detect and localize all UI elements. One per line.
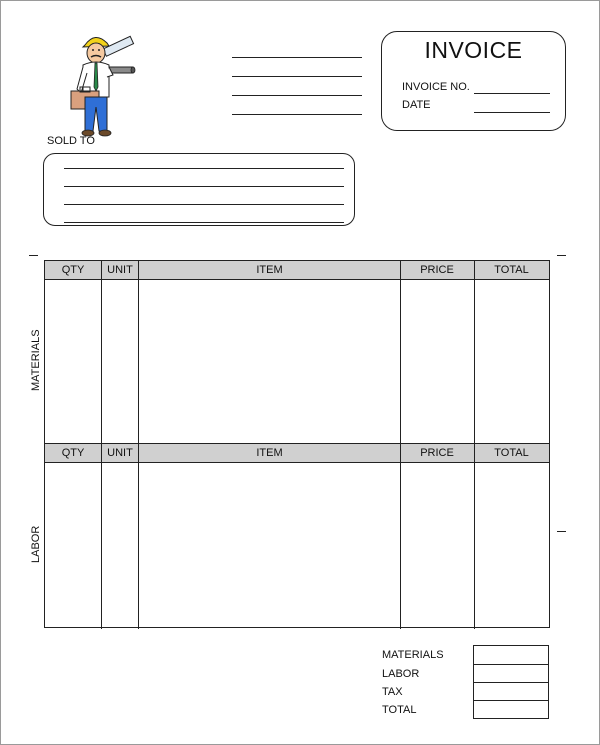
column-header-qty: QTY [61, 264, 85, 276]
address-line[interactable] [232, 95, 362, 96]
sold-to-line[interactable] [64, 186, 344, 187]
column-header-unit: UNIT [107, 264, 133, 276]
column-header-price: PRICE [420, 447, 454, 459]
date-field[interactable] [474, 112, 550, 113]
column-divider [474, 444, 475, 629]
fold-mark [29, 255, 38, 256]
totals-tax-label: TAX [382, 686, 403, 698]
invoice-title: INVOICE [424, 37, 523, 63]
company-address-lines [232, 57, 362, 133]
column-divider [138, 261, 139, 445]
column-header-total: TOTAL [494, 264, 529, 276]
sold-to-label: SOLD TO [47, 135, 95, 147]
column-divider [400, 444, 401, 629]
materials-table [44, 260, 550, 444]
fold-mark [557, 531, 566, 532]
column-divider [101, 444, 102, 629]
invoice-no-label: INVOICE NO. [402, 81, 470, 93]
column-header-unit: UNIT [107, 447, 133, 459]
column-divider [474, 261, 475, 445]
totals-divider [474, 682, 548, 683]
sold-to-line[interactable] [64, 204, 344, 205]
labor-table [44, 443, 550, 628]
column-header-qty: QTY [61, 447, 85, 459]
invoice-header-box [381, 31, 566, 131]
date-label: DATE [402, 99, 431, 111]
sold-to-line[interactable] [64, 222, 344, 223]
fold-mark [557, 255, 566, 256]
address-line[interactable] [232, 114, 362, 115]
invoice-no-field[interactable] [474, 93, 550, 94]
address-line[interactable] [232, 76, 362, 77]
column-header-total: TOTAL [494, 447, 529, 459]
totals-labor-label: LABOR [382, 668, 420, 680]
totals-divider [474, 700, 548, 701]
labor-section-label: LABOR [30, 525, 42, 563]
sold-to-box [43, 153, 355, 226]
materials-section-label: MATERIALS [30, 329, 42, 391]
address-line[interactable] [232, 57, 362, 58]
totals-total-label: TOTAL [382, 704, 417, 716]
column-header-item: ITEM [256, 264, 283, 276]
column-divider [400, 261, 401, 445]
totals-divider [474, 664, 548, 665]
totals-materials-label: MATERIALS [382, 649, 444, 661]
column-divider [101, 261, 102, 445]
sold-to-line[interactable] [64, 168, 344, 169]
construction-worker-clipart [67, 31, 137, 139]
column-header-item: ITEM [256, 447, 283, 459]
column-header-price: PRICE [420, 264, 454, 276]
column-divider [138, 444, 139, 629]
totals-boxes [473, 645, 549, 719]
